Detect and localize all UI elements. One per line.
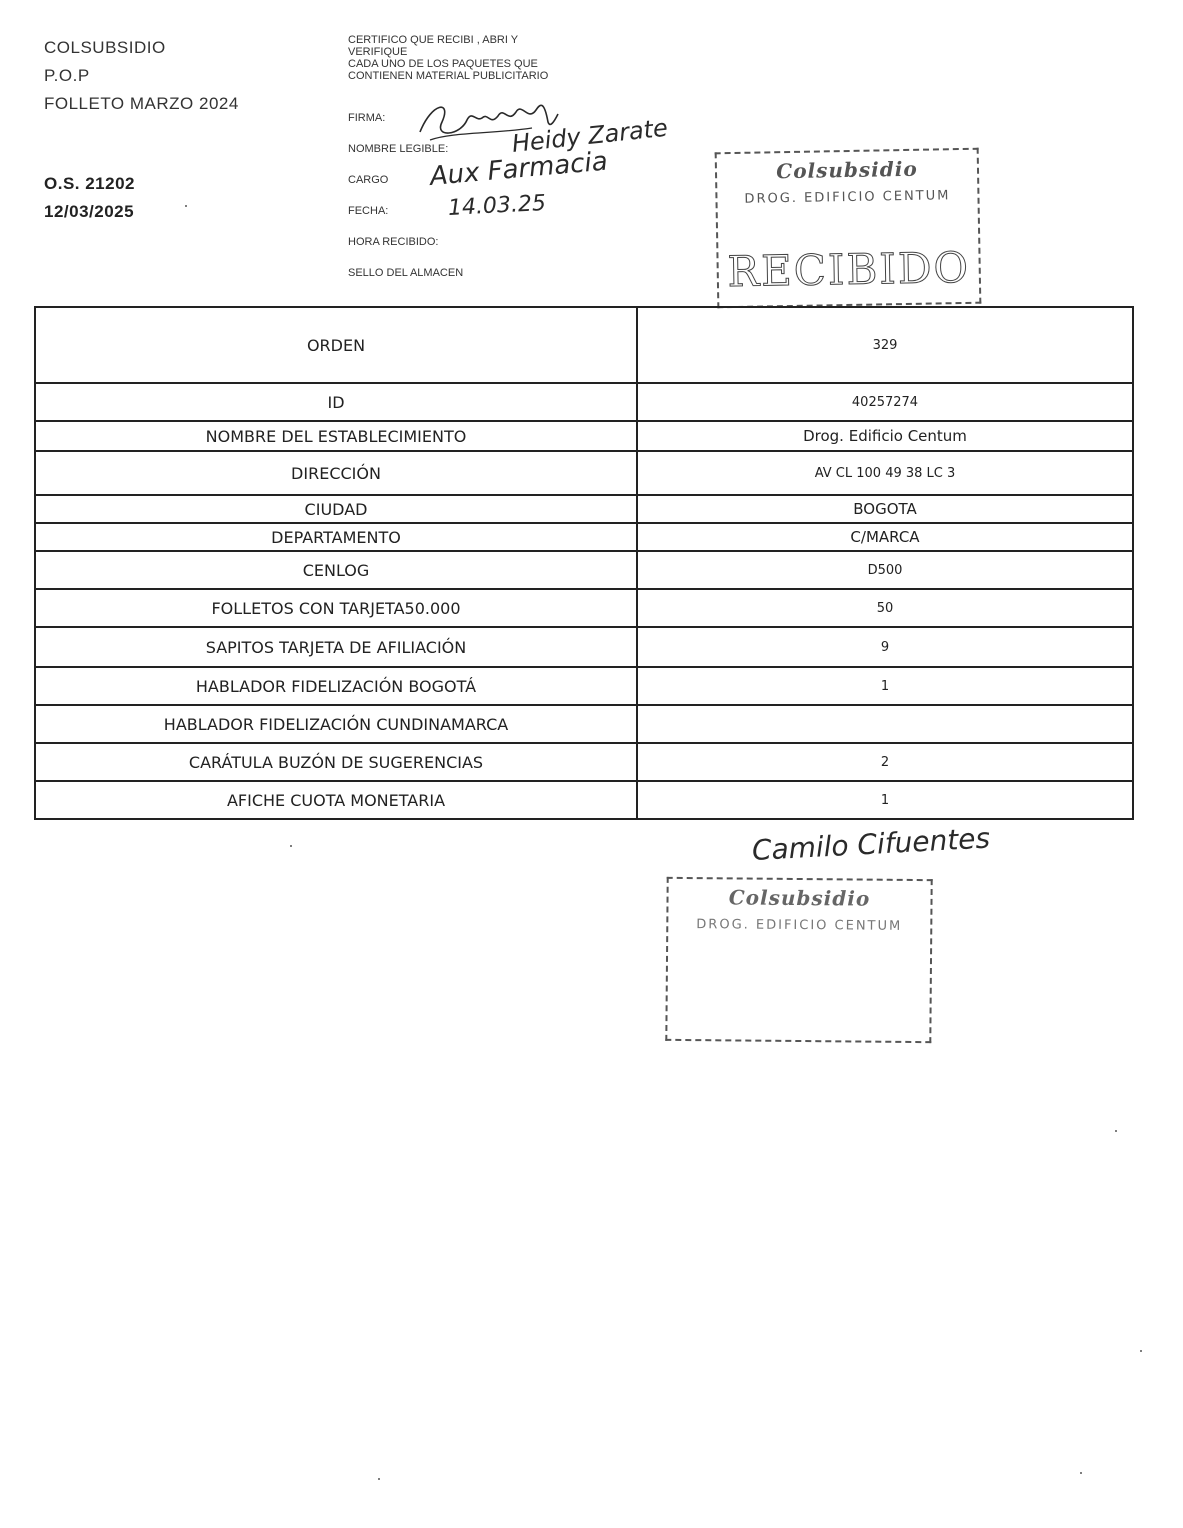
handwritten-name: Heidy Zarate xyxy=(510,113,670,158)
row-value xyxy=(637,705,1133,743)
field-fecha-label: FECHA: xyxy=(348,205,389,217)
table-row xyxy=(35,523,1133,551)
row-value: 40257274 xyxy=(637,383,1133,421)
scan-speck xyxy=(1080,1472,1082,1474)
field-cargo-label: CARGO xyxy=(348,174,389,186)
order-table xyxy=(34,306,1134,820)
row-value: 50 xyxy=(637,589,1133,627)
field-hora-label: HORA RECIBIDO: xyxy=(348,236,439,248)
row-label: CARÁTULA BUZÓN DE SUGERENCIAS xyxy=(35,743,637,781)
row-value: 2 xyxy=(637,743,1133,781)
stamp-store-bottom: DROG. EDIFICIO CENTUM xyxy=(696,917,903,934)
scan-speck xyxy=(290,845,292,847)
header-left xyxy=(44,34,239,226)
received-stamp xyxy=(715,148,982,309)
scan-speck xyxy=(1115,1130,1117,1132)
cert-line: VERIFIQUE xyxy=(348,46,408,58)
pop-label: P.O.P xyxy=(44,66,90,85)
row-value: 1 xyxy=(637,667,1133,705)
row-label: ORDEN xyxy=(35,307,637,383)
table-row xyxy=(35,421,1133,451)
bottom-stamp xyxy=(665,877,932,1043)
row-label: AFICHE CUOTA MONETARIA xyxy=(35,781,637,819)
handwritten-note: Camilo Cifuentes xyxy=(751,821,991,867)
row-label: CIUDAD xyxy=(35,495,637,523)
scan-speck xyxy=(185,205,187,207)
row-value: 1 xyxy=(637,781,1133,819)
row-value: C/MARCA xyxy=(637,523,1133,551)
row-value: 9 xyxy=(637,627,1133,667)
row-value: D500 xyxy=(637,551,1133,589)
handwritten-fecha: 14.03.25 xyxy=(447,190,547,221)
table-row xyxy=(35,589,1133,627)
os-number: O.S. 21202 xyxy=(44,174,136,193)
row-label: NOMBRE DEL ESTABLECIMIENTO xyxy=(35,421,637,451)
cert-line: CONTIENEN MATERIAL PUBLICITARIO xyxy=(348,70,549,82)
row-label: FOLLETOS CON TARJETA50.000 xyxy=(35,589,637,627)
cert-line: CERTIFICO QUE RECIBI , ABRI Y xyxy=(348,34,519,46)
stamp-status: RECIBIDO xyxy=(727,242,971,297)
scan-speck xyxy=(378,1478,380,1480)
row-value: BOGOTA xyxy=(637,495,1133,523)
field-nombre-label: NOMBRE LEGIBLE: xyxy=(348,143,449,155)
stamp-brand: Colsubsidio xyxy=(776,156,918,184)
table-row xyxy=(35,743,1133,781)
table-row xyxy=(35,495,1133,523)
field-firma-label: FIRMA: xyxy=(348,112,386,124)
row-label: CENLOG xyxy=(35,551,637,589)
row-label: ID xyxy=(35,383,637,421)
table-row xyxy=(35,551,1133,589)
table-row xyxy=(35,307,1133,383)
table-row xyxy=(35,451,1133,495)
table-row xyxy=(35,383,1133,421)
table-row xyxy=(35,781,1133,819)
field-sello-label: SELLO DEL ALMACEN xyxy=(348,267,464,279)
stamp-brand-bottom: Colsubsidio xyxy=(728,885,871,911)
row-value: Drog. Edificio Centum xyxy=(637,421,1133,451)
row-label: SAPITOS TARJETA DE AFILIACIÓN xyxy=(35,627,637,667)
stamp-store: DROG. EDIFICIO CENTUM xyxy=(744,188,951,207)
doc-date: 12/03/2025 xyxy=(44,202,135,221)
table-row xyxy=(35,667,1133,705)
table-row xyxy=(35,705,1133,743)
row-label: DEPARTAMENTO xyxy=(35,523,637,551)
handwritten-cargo: Aux Farmacia xyxy=(428,146,609,192)
table-row xyxy=(35,627,1133,667)
row-value: AV CL 100 49 38 LC 3 xyxy=(637,451,1133,495)
cert-line: CADA UNO DE LOS PAQUETES QUE xyxy=(348,58,538,70)
row-label: HABLADOR FIDELIZACIÓN CUNDINAMARCA xyxy=(35,705,637,743)
certificate-text xyxy=(348,34,648,82)
row-label: HABLADOR FIDELIZACIÓN BOGOTÁ xyxy=(35,667,637,705)
company-name: COLSUBSIDIO xyxy=(44,38,166,57)
scan-speck xyxy=(1140,1350,1142,1352)
folleto-label: FOLLETO MARZO 2024 xyxy=(44,94,239,113)
row-value: 329 xyxy=(637,307,1133,383)
row-label: DIRECCIÓN xyxy=(35,451,637,495)
